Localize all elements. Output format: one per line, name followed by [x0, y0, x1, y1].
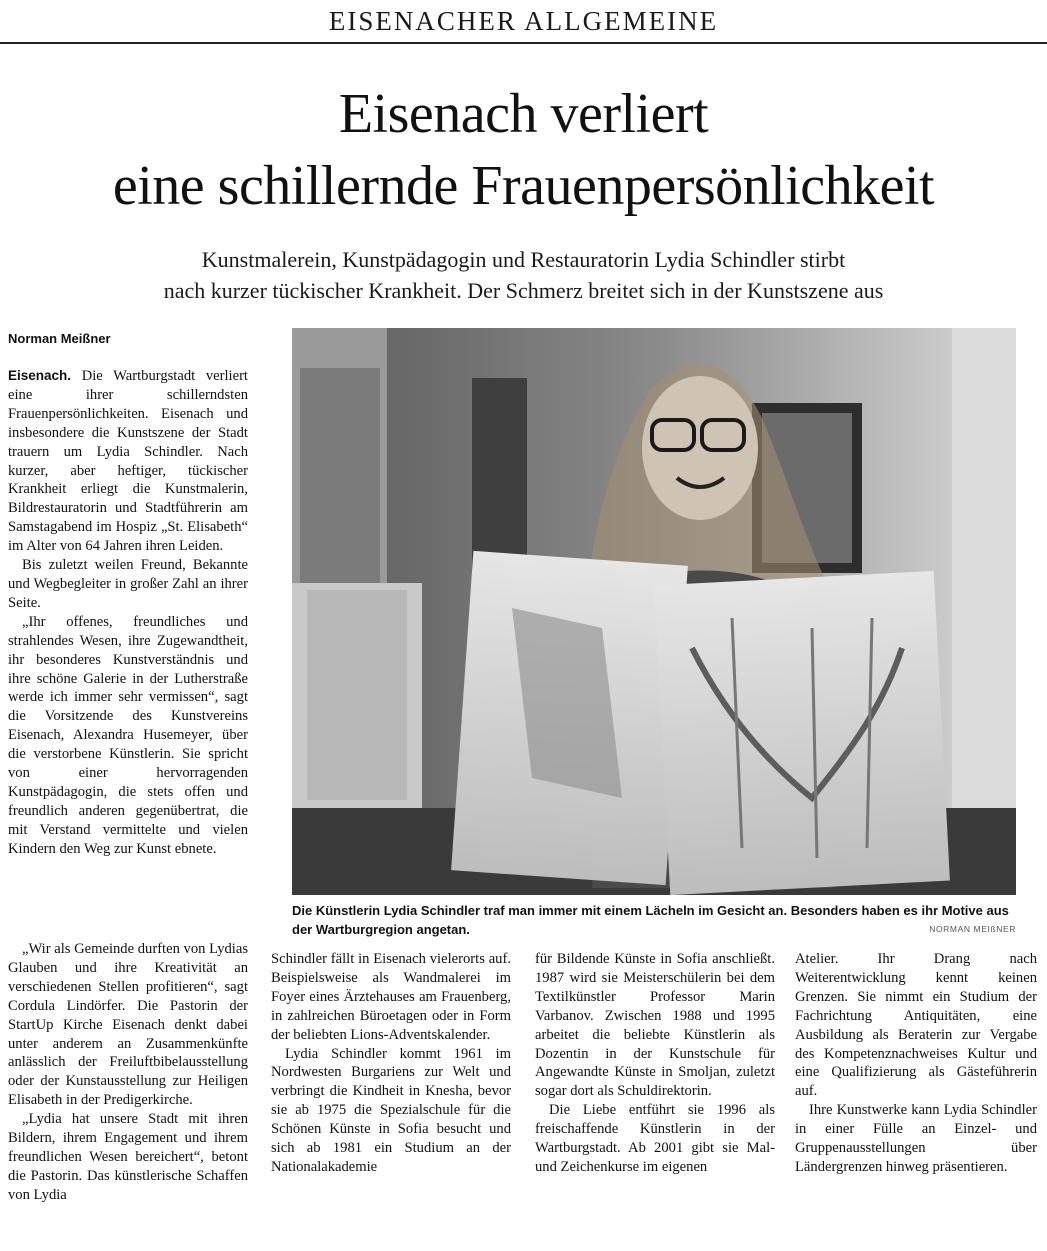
article-paragraph-10: Atelier. Ihr Drang nach Weiterentwicklung kennt keinen Grenzen. Sie nimmt ein Studium der Fachrichtung Antiquitäten, eine Ausbildung als Beraterin zur Vergabe des Kompetenznachweises Kultur und eine Qualifizierung als Gästeführerin auf. — [795, 951, 1037, 1100]
masthead — [0, 0, 1047, 44]
article-paragraph-4: „Wir als Gemeinde durften von Lydias Glauben und ihre Kreativität an verschiedenen Stellen profitieren“, sagt Cordula Lindörfer. Die Pastorin der StartUp Kirche Eisenach denkt dabei unter anderem an Zusammenkünfte anlässlich der Freiluftbibelausstellung oder der Kunstausstellung zur Heiligen Elisabeth in der Predigerkirche. — [8, 941, 248, 1109]
article-paragraph-3: „Ihr offenes, freundliches und strahlendes Wesen, ihre Zugewandtheit, ihr besonderes Kunstverständnis und ihre schöne Galerie in der Lutherstraße werde ich immer sehr vermissen“, sagt die Vorsitzende des Kunstvereins Eisenach, Alexandra Husemeyer, über die verstorbene Künstlerin. Sie spricht von einer hervorragenden Kunstpädagogin, die stets offen und freundlich anderen gegenübertrat, die mit Verstand vermittelte und vielen Kindern den Weg zur Kunst ebnete. — [8, 613, 248, 857]
subheadline-line-1: Kunstmalerein, Kunstpädagogin und Restauratorin Lydia Schindler stirbt — [201, 247, 846, 272]
headline — [0, 78, 1047, 222]
article-paragraph-6: Schindler fällt in Eisenach vielerorts auf. Beispielsweise als Wandmalerei im Foyer eines Ärztehauses am Frauenberg, in zahlreichen Büroetagen oder in Form der beliebten Lions-Adventskalender. — [271, 951, 511, 1043]
article-photo — [292, 328, 1016, 895]
masthead-title: EISENACHER ALLGEMEINE — [328, 5, 719, 36]
article-paragraph-9: Die Liebe entführt sie 1996 als freischaffende Künstlerin in der Wartburgstadt. Ab 2001 gibt sie Mal- und Zeichenkurse im eigenen — [535, 1102, 775, 1175]
headline-line-2: eine schillernde Frauenpersönlichkeit — [112, 155, 935, 217]
article-column-1 — [8, 367, 248, 859]
article-paragraph-8: für Bildende Künste in Sofia anschließt. 1987 wird sie Meisterschülerin bei dem Textilkünstler Professor Marin Varbanov. Zwischen 1988 und 1995 arbeitet die beliebte Künstlerin als Dozentin in der Kunstschule für Angewandte Künste in Smoljan, zuletzt sogar dort als Schuldirektorin. — [535, 951, 775, 1100]
article-paragraph-5: „Lydia hat unsere Stadt mit ihren Bildern, ihrem Engagement und ihrem freundlichen Wesen bereichert“, betont die Pastorin. Das künstlerische Schaffen von Lydia — [8, 1111, 248, 1203]
article-paragraph-1: Eisenach. Die Wartburgstadt verliert eine ihrer schillerndsten Frauenpersönlichkeiten. Eisenach und insbesondere die Kunstszene der Stadt trauern um Lydia Schindler. Nach kurzer, aber heftiger, tückischer Krankheit erliegt die Kunstmalerin, Bildrestauratorin und Stadtführerin am Samstagabend im Hospiz „St. Elisabeth“ im Alter von 64 Jahren ihren Leiden. — [8, 368, 248, 555]
author-byline: Norman Meißner — [8, 331, 111, 346]
article-column-4 — [795, 950, 1037, 1177]
article-column-1-lower — [8, 940, 248, 1205]
artist-photo-illustration — [292, 328, 1016, 895]
subheadline-line-2: nach kurzer tückischer Krankheit. Der Schmerz breitet sich in der Kunstszene aus — [163, 278, 884, 303]
article-column-3 — [535, 950, 775, 1177]
article-paragraph-7: Lydia Schindler kommt 1961 im Nordwesten Burgariens zur Welt und verbringt die Kindheit in Knesha, bevor sie ab 1975 die Spezialschule für die Schönen Künste in Sofia besucht und sich ab 1981 ein Studium an der Nationalakademie — [271, 1045, 511, 1175]
subheadline — [0, 244, 1047, 306]
article-paragraph-11: Ihre Kunstwerke kann Lydia Schindler in einer Fülle an Einzel- und Gruppenausstellungen über Ländergrenzen hinweg präsentieren. — [795, 1102, 1037, 1175]
article-paragraph-2: Bis zuletzt weilen Freund, Bekannte und Wegbegleiter in großer Zahl an ihrer Seite. — [8, 557, 248, 611]
article-column-2 — [271, 950, 511, 1177]
headline-line-1: Eisenach verliert — [338, 83, 709, 145]
photo-credit: NORMAN MEIßNER — [929, 924, 1016, 934]
photo-caption: Die Künstlerin Lydia Schindler traf man immer mit einem Lächeln im Gesicht an. Besonders haben es ihr Motive aus der Wartburgregion angetan. — [292, 903, 1009, 937]
dateline: Eisenach. — [8, 368, 72, 383]
